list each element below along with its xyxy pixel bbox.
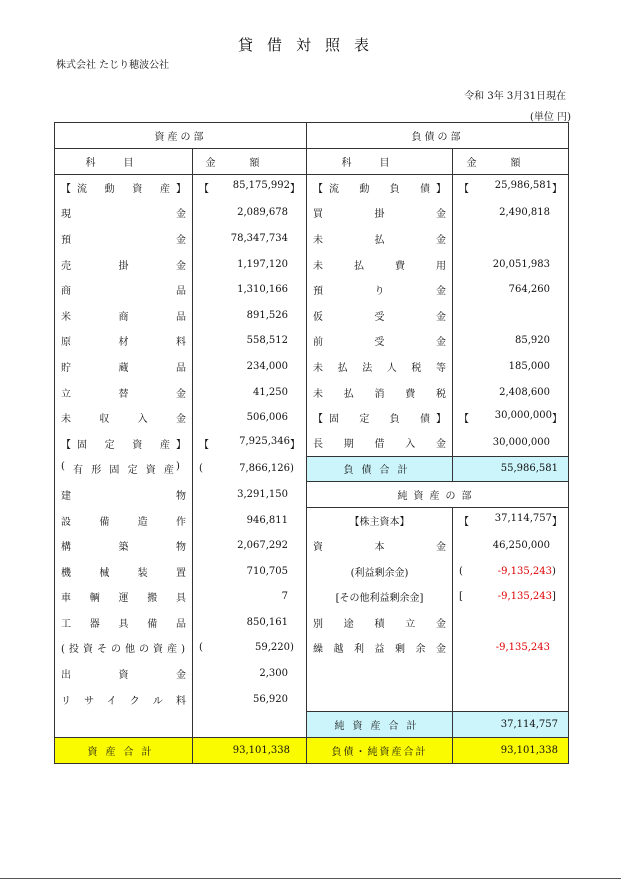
liab-label-cell <box>307 405 453 431</box>
paren-close: ) <box>290 463 294 475</box>
total-label: 負債合計 <box>343 465 416 477</box>
item-label: 出資金 <box>61 670 186 682</box>
asset-label-cell <box>55 661 193 687</box>
amount-value: 85,920 <box>515 335 550 347</box>
liab-amount-cell <box>453 379 569 405</box>
liabilities-section-title: 負債の部 <box>411 132 464 143</box>
item-label: 前受金 <box>313 337 446 349</box>
asset-label-cell <box>55 712 193 738</box>
liab-label-cell <box>307 584 453 610</box>
amount-value: 185,000 <box>508 360 550 372</box>
liab-label-cell <box>307 610 453 636</box>
square-open: [ <box>459 591 463 603</box>
liab-amount-cell <box>453 200 569 226</box>
item-label: 未払費用 <box>313 260 446 272</box>
asset-label-cell <box>55 558 193 584</box>
item-label: 立替金 <box>61 388 186 400</box>
amount-value: 2,490,818 <box>499 207 550 219</box>
group-label: 流動負債 <box>329 184 430 196</box>
asset-label-cell <box>55 277 193 303</box>
table-row <box>55 200 569 226</box>
asset-amount-cell <box>193 251 307 277</box>
asset-amount-cell <box>193 175 307 201</box>
asset-label-cell <box>55 635 193 661</box>
asset-label-cell <box>55 379 193 405</box>
liab-amount-cell <box>453 507 569 533</box>
liab-amount-cell <box>453 277 569 303</box>
total-value: 37,114,757 <box>500 719 558 731</box>
table-row <box>55 430 569 456</box>
item-label: 未払金 <box>313 234 446 246</box>
asset-label-cell <box>55 175 193 201</box>
liab-label-cell <box>307 251 453 277</box>
liab-amount-cell <box>453 558 569 584</box>
table-row <box>55 456 569 482</box>
liab-net-total-label: 負債・純資産合計 <box>331 746 428 758</box>
assets-total-amount-cell <box>193 738 307 764</box>
asset-amount-cell <box>193 712 307 738</box>
item-label: 工器具備品 <box>61 618 186 630</box>
liab-net-total-amount-cell <box>453 738 569 764</box>
table-row <box>55 686 569 712</box>
report-date: 令和 3年 3月31日現在 <box>464 91 566 102</box>
liab-label-cell <box>307 430 453 456</box>
bracket-open: 【 <box>459 516 469 528</box>
amount-value: 56,920 <box>253 693 288 705</box>
liab-amount-cell <box>453 226 569 252</box>
amount-value: 78,347,734 <box>230 232 288 244</box>
asset-amount-cell <box>193 610 307 636</box>
asset-label-cell <box>55 405 193 431</box>
paren-close: ) <box>290 642 294 654</box>
asset-label-cell <box>55 354 193 380</box>
group-label: 流動資産 <box>77 184 170 196</box>
amount-value: 30,000,000 <box>494 410 552 422</box>
bracket-close: 】 <box>552 516 562 528</box>
liab-amount-cell <box>453 302 569 328</box>
assets-section-header <box>55 123 307 149</box>
amount-value: 506,006 <box>246 412 288 424</box>
liab-item-header-text: 科目 <box>341 158 418 169</box>
liab-label-cell <box>307 175 453 201</box>
blank-cell <box>307 686 453 712</box>
bracket-open: 【 <box>199 439 209 451</box>
amount-value: 46,250,000 <box>492 540 550 552</box>
table-row <box>55 302 569 328</box>
amount-value: 558,512 <box>246 335 288 347</box>
page-bottom-divider <box>0 878 621 879</box>
table-row <box>55 507 569 533</box>
liab-amount-cell <box>453 610 569 636</box>
item-label: 現金 <box>61 209 186 221</box>
item-label: 車輌運搬具 <box>61 593 186 605</box>
asset-amount-cell <box>193 328 307 354</box>
asset-label-cell <box>55 482 193 508</box>
liab-amount-header <box>453 149 569 175</box>
paren-open: ( <box>459 565 463 577</box>
table-row <box>55 379 569 405</box>
liab-amount-cell <box>453 328 569 354</box>
total-label-cell <box>307 712 453 738</box>
item-label: 機械装置 <box>61 567 186 579</box>
assets-total-label: 資産合計 <box>87 746 160 758</box>
asset-label-cell <box>55 430 193 456</box>
asset-label-cell <box>55 200 193 226</box>
amount-value: 2,067,292 <box>237 540 288 552</box>
assets-total-value: 93,101,338 <box>232 744 290 756</box>
asset-label-cell <box>55 302 193 328</box>
amount-value: 7 <box>281 591 288 603</box>
paren-open: ( <box>199 463 203 475</box>
amount-value: 7,866,126 <box>239 463 290 475</box>
total-value: 55,986,581 <box>500 463 558 475</box>
bracket-open: 【 <box>199 184 209 196</box>
liab-amount-cell <box>453 584 569 610</box>
amount-value: 946,811 <box>246 514 288 526</box>
item-label: 売掛金 <box>61 260 186 272</box>
item-label: リサイクル料 <box>61 695 186 707</box>
bracket-open: 【 <box>61 184 71 196</box>
liab-label-cell <box>307 558 453 584</box>
amount-value: 3,291,150 <box>237 488 288 500</box>
paren-close: ) <box>552 565 556 577</box>
amount-value: 850,161 <box>246 616 288 628</box>
unit-note: (単位 円) <box>530 112 571 123</box>
liab-amount-header-text: 金額 <box>466 158 555 169</box>
amount-value: 25,986,581 <box>494 180 552 192</box>
table-row <box>55 328 569 354</box>
liab-label-cell <box>307 277 453 303</box>
square-close: ] <box>552 591 556 603</box>
liab-label-cell <box>307 328 453 354</box>
amount-value: 7,925,346 <box>239 435 290 447</box>
bracket-close: 】 <box>436 184 446 196</box>
liab-label-cell <box>307 354 453 380</box>
item-label: 建物 <box>61 490 186 502</box>
liab-amount-cell <box>453 175 569 201</box>
liab-amount-cell <box>453 354 569 380</box>
asset-label-cell <box>55 533 193 559</box>
item-label: 買掛金 <box>313 209 446 221</box>
amount-value: 20,051,983 <box>492 258 550 270</box>
table-row <box>55 405 569 431</box>
liab-net-total-value: 93,101,338 <box>500 744 558 756</box>
liab-label-cell <box>307 635 453 661</box>
bracket-open: 【 <box>61 439 71 451</box>
liab-amount-cell <box>453 533 569 559</box>
asset-amount-cell <box>193 379 307 405</box>
liab-label-cell <box>307 507 453 533</box>
asset-label-cell <box>55 328 193 354</box>
table-row <box>55 584 569 610</box>
item-label: 米商品 <box>61 311 186 323</box>
asset-amount-cell <box>193 507 307 533</box>
table-row <box>55 635 569 661</box>
asset-label-cell <box>55 686 193 712</box>
item-label: 別途積立金 <box>313 618 446 630</box>
paren-open: ( <box>199 642 203 654</box>
asset-amount-cell <box>193 584 307 610</box>
amount-value: 37,114,757 <box>494 512 552 524</box>
liab-label-cell <box>307 379 453 405</box>
item-label: 構築物 <box>61 542 186 554</box>
amount-value: 710,705 <box>246 565 288 577</box>
amount-value: 2,408,600 <box>499 386 550 398</box>
amount-value: -9,135,243 <box>497 565 552 577</box>
assets-amount-header-text: 金額 <box>205 158 294 169</box>
assets-total-label-cell <box>55 738 193 764</box>
liab-amount-cell <box>453 251 569 277</box>
item-label: 繰越利益剰余金 <box>313 644 446 656</box>
item-label: (利益剰余金) <box>350 567 409 579</box>
item-label: 原材料 <box>61 337 186 349</box>
liab-label-cell <box>307 302 453 328</box>
item-label: 長期借入金 <box>313 439 446 451</box>
asset-amount-cell <box>193 456 307 482</box>
asset-amount-cell <box>193 558 307 584</box>
item-label: 貯蔵品 <box>61 362 186 374</box>
total-amount-cell <box>453 456 569 482</box>
balance-sheet-table <box>54 122 569 764</box>
asset-label-cell <box>55 584 193 610</box>
group-label: 固定資産 <box>77 439 170 451</box>
table-row <box>55 354 569 380</box>
bracket-close: 】 <box>290 439 300 451</box>
amount-value: 891,526 <box>246 309 288 321</box>
asset-label-cell <box>55 251 193 277</box>
table-row <box>55 251 569 277</box>
bracket-close: 】 <box>552 184 562 196</box>
item-label: 設備造作 <box>61 516 186 528</box>
liab-net-total-label-cell <box>307 738 453 764</box>
amount-value: 234,000 <box>246 360 288 372</box>
asset-amount-cell <box>193 200 307 226</box>
paren-open: ( <box>61 461 65 473</box>
company-name: 株式会社 たじり穂波公社 <box>56 60 170 71</box>
asset-amount-cell <box>193 226 307 252</box>
amount-value: 1,310,166 <box>237 284 288 296</box>
item-label: [その他利益剰余金] <box>335 593 424 605</box>
blank-cell <box>453 661 569 687</box>
item-label: 預り金 <box>313 286 446 298</box>
bracket-close: 】 <box>290 184 300 196</box>
asset-label-cell <box>55 610 193 636</box>
item-label: 仮受金 <box>313 311 446 323</box>
liab-amount-cell <box>453 405 569 431</box>
item-label: 【株主資本】 <box>349 516 410 528</box>
document-title: 貸借対照表 <box>237 36 383 54</box>
table-row <box>55 712 569 738</box>
total-label: 純資産合計 <box>334 721 425 733</box>
bracket-open: 【 <box>459 184 469 196</box>
item-label: 資本金 <box>313 542 446 554</box>
asset-label-cell <box>55 507 193 533</box>
item-label: 商品 <box>61 286 186 298</box>
table-row <box>55 277 569 303</box>
total-amount-cell <box>453 712 569 738</box>
amount-value: 59,220 <box>255 642 290 654</box>
liabilities-section-header <box>307 123 569 149</box>
liab-label-cell <box>307 226 453 252</box>
asset-amount-cell <box>193 661 307 687</box>
liab-item-header <box>307 149 453 175</box>
bracket-close: 】 <box>176 439 186 451</box>
item-label: 預金 <box>61 234 186 246</box>
bracket-close: 】 <box>436 414 446 426</box>
asset-amount-cell <box>193 405 307 431</box>
table-row <box>55 661 569 687</box>
paren-close: ) <box>176 461 180 473</box>
liab-label-cell <box>307 533 453 559</box>
bracket-open: 【 <box>459 414 469 426</box>
item-label: 未払消費税 <box>313 388 446 400</box>
table-row <box>55 533 569 559</box>
bracket-open: 【 <box>313 414 323 426</box>
net-assets-section-title: 純資産の部 <box>397 490 478 502</box>
item-label: (投資その他の資産) <box>61 644 186 656</box>
blank-cell <box>453 686 569 712</box>
amount-value: 41,250 <box>253 386 288 398</box>
bracket-close: 】 <box>552 414 562 426</box>
liab-label-cell <box>307 200 453 226</box>
amount-value: 2,089,678 <box>237 207 288 219</box>
assets-item-header-text: 科目 <box>85 158 162 169</box>
assets-amount-header <box>193 149 307 175</box>
bracket-open: 【 <box>313 184 323 196</box>
amount-value: 1,197,120 <box>237 258 288 270</box>
table-row <box>55 558 569 584</box>
assets-section-title: 資産の部 <box>154 132 207 143</box>
item-label: 未収入金 <box>61 414 186 426</box>
item-label: 未払法人税等 <box>313 362 446 374</box>
amount-value: 85,175,992 <box>232 180 290 192</box>
group-label: 固定負債 <box>329 414 430 426</box>
amount-value: -9,135,243 <box>495 642 550 654</box>
bracket-close: 】 <box>176 184 186 196</box>
asset-amount-cell <box>193 430 307 456</box>
asset-amount-cell <box>193 635 307 661</box>
asset-label-cell <box>55 226 193 252</box>
table-row <box>55 482 569 508</box>
blank-cell <box>307 661 453 687</box>
asset-label-cell <box>55 456 193 482</box>
assets-item-header <box>55 149 193 175</box>
amount-value: 2,300 <box>259 668 288 680</box>
total-label-cell <box>307 456 453 482</box>
asset-amount-cell <box>193 686 307 712</box>
asset-amount-cell <box>193 354 307 380</box>
amount-value: 764,260 <box>508 284 550 296</box>
asset-amount-cell <box>193 482 307 508</box>
amount-value: -9,135,243 <box>497 591 552 603</box>
asset-amount-cell <box>193 533 307 559</box>
table-row <box>55 226 569 252</box>
amount-value: 30,000,000 <box>492 437 550 449</box>
paren-label: 有形固定資産 <box>73 465 174 477</box>
liab-amount-cell <box>453 430 569 456</box>
net-assets-section-header <box>307 482 569 508</box>
asset-amount-cell <box>193 302 307 328</box>
liab-amount-cell <box>453 635 569 661</box>
table-row <box>55 610 569 636</box>
asset-amount-cell <box>193 277 307 303</box>
table-row <box>55 175 569 201</box>
